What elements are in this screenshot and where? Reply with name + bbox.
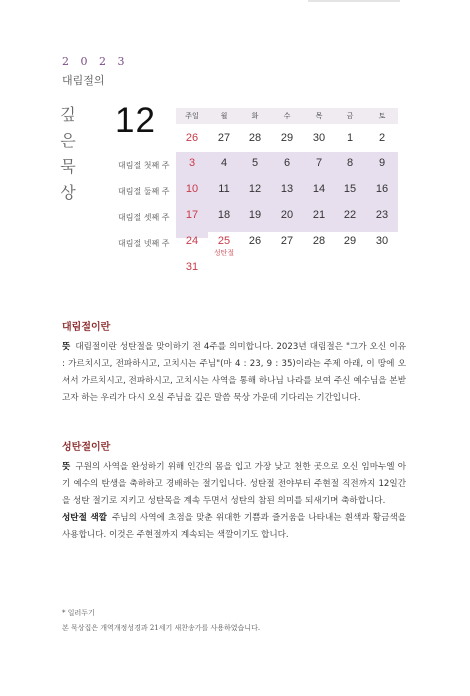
week-label-2: 대림절 둘째 주: [118, 187, 170, 196]
calendar-day: 7: [315, 157, 323, 169]
calendar-day: 14: [312, 183, 326, 195]
calendar-day: 28: [248, 132, 262, 144]
weekday-thu: 목: [315, 112, 323, 120]
christmas-section: [62, 438, 406, 544]
calendar-day: 22: [343, 209, 357, 221]
christmas-color-lead: 성탄절 색깔: [62, 513, 107, 523]
title-char: 묵: [60, 157, 76, 176]
calendar-day: 10: [185, 183, 199, 195]
advent-heading: 대림절이란: [62, 322, 111, 333]
calendar-day: 25: [217, 235, 231, 247]
calendar-day: 31: [185, 261, 199, 273]
calendar-day: 3: [188, 157, 196, 169]
christmas-note: 성탄절: [213, 249, 235, 257]
calendar-day: 30: [312, 132, 326, 144]
christmas-color-text: 주님의 사역에 초점을 맞춘 위대한 기쁨과 즐거움을 나타내는 흰색과 황금색을 사용합니다. 이것은 주현절까지 계속되는 색깔이기도 합니다.: [62, 513, 406, 540]
calendar-day: 26: [248, 235, 262, 247]
advent-text: 대림절이란 성탄절을 맞이하기 전 4주를 의미합니다. 2023년 대림절은 "그가 오신 이유 : 가르치시고, 전파하시고, 고치시는 주님"(마 4 : 23, 9 : 35)이라는 주제 아래, 이 땅에 오셔서 가르치시고, 전파하시고, 고치시는 사역을 통해 하나님 나라를 보여 주신 예수님을 본받고자 하는 우리가 다시 오실 주님을 깊은 말씀 묵상 가운데 기다리는 기간입니다.: [62, 342, 406, 403]
calendar-day: 28: [312, 235, 326, 247]
title-char: 깊: [60, 105, 76, 124]
calendar-day: 13: [280, 183, 294, 195]
advent-lead: 뜻: [62, 342, 71, 352]
footnote: [62, 606, 402, 636]
calendar-day: 11: [218, 183, 230, 195]
title-char: 상: [60, 183, 76, 202]
calendar-day: 27: [280, 235, 294, 247]
weekday-sat: 토: [378, 112, 386, 120]
month-number: 12: [115, 101, 156, 140]
calendar-day: 6: [283, 157, 291, 169]
weekday-wed: 수: [283, 112, 291, 120]
christmas-text: 구원의 사역을 완성하기 위해 인간의 몸을 입고 가장 낮고 천한 곳으로 오신 임마누엘 아기 예수의 탄생을 축하하고 경배하는 절기입니다. 성탄절 전야부터 주현절 직전까지 12일간을 성탄 절기로 지키고 성탄목을 계속 두면서 성탄의 참된 의미를 되새기며 축하합니다.: [62, 462, 406, 506]
calendar-day: 8: [346, 157, 354, 169]
christmas-color-body: [62, 510, 406, 544]
calendar-day: 23: [375, 209, 389, 221]
calendar-day: 20: [280, 209, 294, 221]
title-char: 은: [60, 131, 76, 150]
calendar-day: 15: [343, 183, 357, 195]
weekday-mon: 월: [220, 112, 228, 120]
calendar-day: 1: [346, 132, 354, 144]
calendar-day: 9: [378, 157, 386, 169]
calendar-day: 27: [217, 132, 231, 144]
footnote-title: * 일러두기: [62, 609, 95, 617]
weekday-tue: 화: [251, 112, 259, 120]
christmas-lead: 뜻: [62, 462, 71, 472]
weekday-sun: 주일: [185, 112, 199, 120]
advent-section: [62, 318, 406, 407]
season-label: 대림절의: [62, 74, 105, 87]
calendar-day: 24: [185, 235, 199, 247]
week-label-1: 대림절 첫째 주: [118, 161, 170, 170]
advent-body: [62, 339, 406, 407]
calendar-day: 5: [251, 157, 259, 169]
footnote-text: 본 묵상집은 개역개정성경과 21세기 새찬송가를 사용하였습니다.: [62, 624, 261, 632]
calendar-day: 26: [185, 132, 199, 144]
calendar-day: 30: [375, 235, 389, 247]
week-label-3: 대림절 셋째 주: [118, 213, 170, 222]
calendar-day: 21: [312, 209, 326, 221]
calendar-day: 29: [343, 235, 357, 247]
calendar-day: 4: [220, 157, 228, 169]
christmas-heading: 성탄절이란: [62, 442, 111, 453]
year: 2 0 2 3: [62, 55, 129, 68]
weekday-fri: 금: [346, 112, 354, 120]
christmas-body: [62, 459, 406, 510]
calendar-day: 16: [375, 183, 389, 195]
week-label-4: 대림절 넷째 주: [118, 239, 170, 248]
calendar-day: 2: [378, 132, 386, 144]
calendar-day: 17: [185, 209, 199, 221]
calendar-day: 12: [248, 183, 262, 195]
top-rule: [308, 0, 400, 2]
calendar-day: 18: [217, 209, 231, 221]
vertical-title: [58, 102, 78, 206]
calendar-day: 29: [280, 132, 294, 144]
calendar-day: 19: [248, 209, 262, 221]
